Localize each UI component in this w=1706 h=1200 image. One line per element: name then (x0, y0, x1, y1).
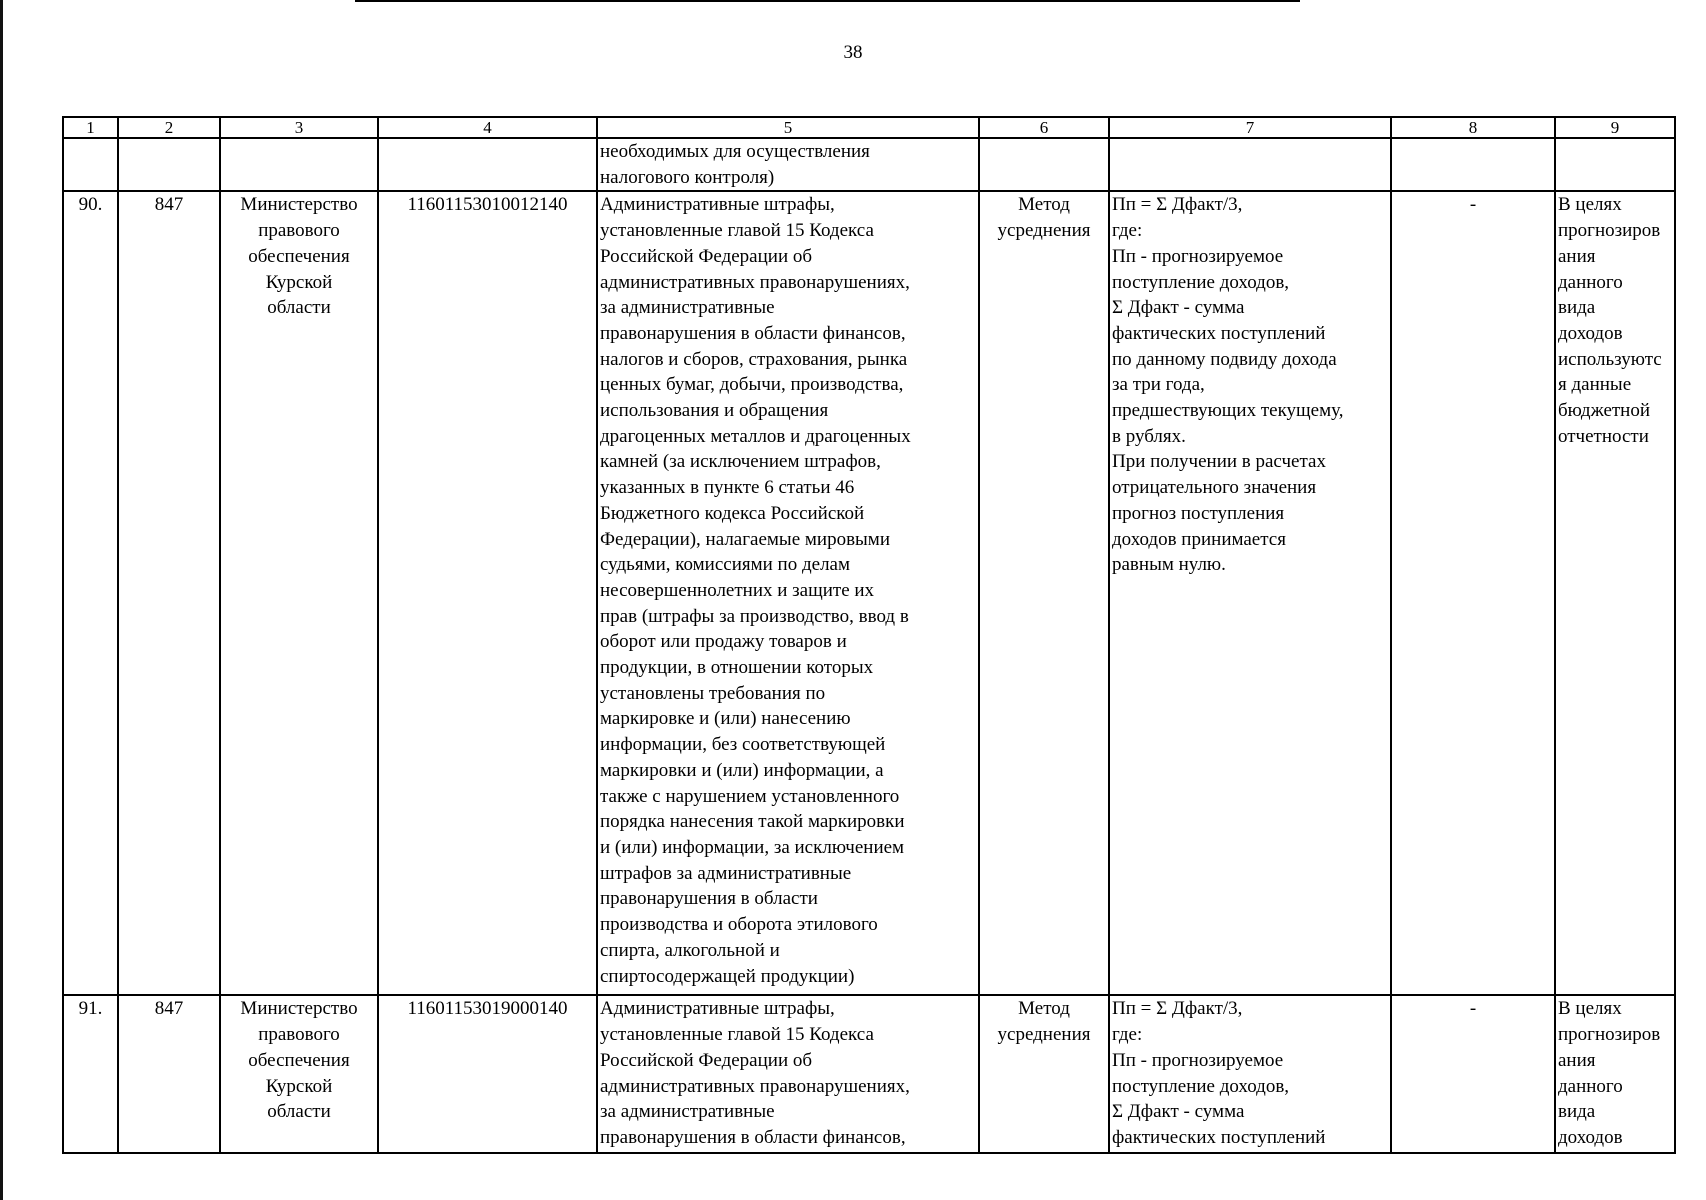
description-line: необходимых для осуществления (600, 141, 870, 162)
note-line: В целях (1558, 998, 1622, 1020)
empty-cell (220, 138, 378, 191)
header-cell: 7 (1109, 117, 1391, 138)
description-line: установленные главой 15 Кодекса (600, 1024, 874, 1046)
org-line: Курской (265, 271, 333, 293)
formula-line: в рублях. (1112, 425, 1186, 447)
description-line: использования и обращения (600, 400, 829, 422)
description-line: спиртосодержащей продукции) (600, 965, 855, 987)
description-line: оборот или продажу товаров и (600, 631, 847, 653)
dash-value: - (1391, 191, 1555, 995)
note-line: данного (1558, 271, 1623, 293)
description-line: за административные (600, 297, 775, 319)
note-line: данного (1558, 1075, 1623, 1097)
empty-cell (979, 138, 1109, 191)
formula-line: фактических поступлений (1112, 322, 1326, 344)
organization-name (220, 191, 378, 995)
header-cell: 2 (118, 117, 220, 138)
description-line: правонарушения в области (600, 888, 818, 910)
note-line: бюджетной (1558, 400, 1651, 422)
description-line: спирта, алкогольной и (600, 939, 780, 961)
note-line: вида (1558, 297, 1596, 319)
description-line: производства и оборота этилового (600, 914, 878, 936)
header-cell: 4 (378, 117, 597, 138)
page-number: 38 (843, 42, 863, 63)
top-rule (355, 0, 1300, 2)
formula-line: предшествующих текущему, (1112, 400, 1344, 422)
description-line: и (или) информации, за исключением (600, 836, 905, 858)
table-row-90 (63, 191, 1675, 995)
note-line: В целях (1558, 194, 1622, 216)
organization-name (220, 995, 378, 1153)
description-line: прав (штрафы за производство, ввод в (600, 605, 909, 627)
org-line: правового (258, 1024, 340, 1046)
formula-line: Σ Дфакт - сумма (1112, 297, 1245, 319)
description-line: налогов и сборов, страхования, рынка (600, 348, 908, 370)
header-row (63, 117, 1675, 138)
note-line: я данные (1558, 374, 1632, 396)
note-line: прогнозиров (1558, 220, 1661, 242)
header-cell: 5 (597, 117, 979, 138)
formula-line: по данному подвиду дохода (1112, 348, 1337, 370)
formula-line: Пп - прогнозируемое (1112, 245, 1284, 267)
dash-value: - (1391, 995, 1555, 1153)
description-line: также с нарушением установленного (600, 785, 900, 807)
empty-cell (1109, 138, 1391, 191)
org-line: правового (258, 220, 340, 242)
description-line: Административные штрафы, (600, 998, 835, 1020)
empty-cell (1555, 138, 1675, 191)
formula-line: равным нулю. (1112, 554, 1226, 576)
note-line: ания (1558, 1049, 1596, 1071)
description-line: штрафов за административные (600, 862, 852, 884)
note-line: доходов (1558, 322, 1623, 344)
description-line: ценных бумаг, добычи, производства, (600, 374, 904, 396)
header-cell: 3 (220, 117, 378, 138)
header-cell: 6 (979, 117, 1109, 138)
description-line: правонарушения в области финансов, (600, 322, 906, 344)
description-cell (597, 138, 979, 191)
org-line: области (267, 297, 331, 319)
formula-line: доходов принимается (1112, 528, 1286, 550)
method-cell (979, 995, 1109, 1153)
note-line: отчетности (1558, 425, 1649, 447)
description-cell (597, 191, 979, 995)
formula-line: поступление доходов, (1112, 1075, 1290, 1097)
description-line: указанных в пункте 6 статьи 46 (600, 477, 855, 499)
formula-line: фактических поступлений (1112, 1126, 1326, 1148)
formula-line: Пп - прогнозируемое (1112, 1049, 1284, 1071)
note-cell (1555, 191, 1675, 995)
note-line: ания (1558, 245, 1596, 267)
formula-line: При получении в расчетах (1112, 451, 1326, 473)
revenue-forecast-table (62, 116, 1676, 1154)
method-cell (979, 191, 1109, 995)
empty-cell (1391, 138, 1555, 191)
continuation-row (63, 138, 1675, 191)
description-line: Федерации), налагаемые мировыми (600, 528, 890, 550)
description-line: камней (за исключением штрафов, (600, 451, 881, 473)
formula-line: прогноз поступления (1112, 502, 1285, 524)
kbk-code: 11601153019000140 (378, 995, 597, 1153)
description-line: административных правонарушениях, (600, 1075, 910, 1097)
description-line: судьями, комиссиями по делам (600, 554, 851, 576)
row-number: 90. (63, 191, 118, 995)
kbk-code: 11601153010012140 (378, 191, 597, 995)
note-line: вида (1558, 1101, 1596, 1123)
description-line: маркировке и (или) нанесению (600, 708, 851, 730)
description-line: налогового контроля) (600, 166, 775, 188)
note-line: доходов (1558, 1126, 1623, 1148)
description-line: продукции, в отношении которых (600, 657, 874, 679)
formula-line: Пп = Σ Дфакт/3, (1112, 194, 1243, 216)
description-line: Российской Федерации об (600, 1049, 813, 1071)
note-line: прогнозиров (1558, 1024, 1661, 1046)
formula-line: где: (1112, 220, 1143, 242)
org-line: обеспечения (248, 245, 350, 267)
description-line: за административные (600, 1101, 775, 1123)
description-line: порядка нанесения такой маркировки (600, 811, 905, 833)
method-line: Метод (1018, 194, 1070, 216)
org-line: Министерство (240, 194, 358, 216)
formula-line: отрицательного значения (1112, 477, 1317, 499)
empty-cell (378, 138, 597, 191)
description-line: установленные главой 15 Кодекса (600, 220, 874, 242)
formula-line: поступление доходов, (1112, 271, 1290, 293)
formula-line: где: (1112, 1024, 1143, 1046)
header-cell: 1 (63, 117, 118, 138)
formula-line: Пп = Σ Дфакт/3, (1112, 998, 1243, 1020)
header-cell: 9 (1555, 117, 1675, 138)
org-line: обеспечения (248, 1049, 350, 1071)
method-line: усреднения (997, 220, 1091, 242)
method-line: Метод (1018, 998, 1070, 1020)
scan-left-edge (0, 0, 3, 1200)
admin-code: 847 (118, 191, 220, 995)
formula-cell (1109, 191, 1391, 995)
org-line: Курской (265, 1075, 333, 1097)
description-cell (597, 995, 979, 1153)
admin-code: 847 (118, 995, 220, 1153)
description-line: маркировки и (или) информации, а (600, 759, 884, 781)
empty-cell (63, 138, 118, 191)
table-row-91 (63, 995, 1675, 1153)
formula-line: за три года, (1112, 374, 1205, 396)
description-line: административных правонарушениях, (600, 271, 910, 293)
description-line: несовершеннолетних и защите их (600, 579, 875, 601)
row-number: 91. (63, 995, 118, 1153)
empty-cell (118, 138, 220, 191)
formula-cell (1109, 995, 1391, 1153)
org-line: области (267, 1101, 331, 1123)
description-line: информации, без соответствующей (600, 734, 886, 756)
formula-line: Σ Дфакт - сумма (1112, 1101, 1245, 1123)
org-line: Министерство (240, 998, 358, 1020)
description-line: драгоценных металлов и драгоценных (600, 425, 911, 447)
header-cell: 8 (1391, 117, 1555, 138)
description-line: установлены требования по (600, 682, 826, 704)
description-line: Административные штрафы, (600, 194, 835, 216)
description-line: Бюджетного кодекса Российской (600, 502, 865, 524)
method-line: усреднения (997, 1024, 1091, 1046)
description-line: Российской Федерации об (600, 245, 813, 267)
note-cell (1555, 995, 1675, 1153)
note-line: используютс (1558, 348, 1662, 370)
description-line: правонарушения в области финансов, (600, 1126, 906, 1148)
